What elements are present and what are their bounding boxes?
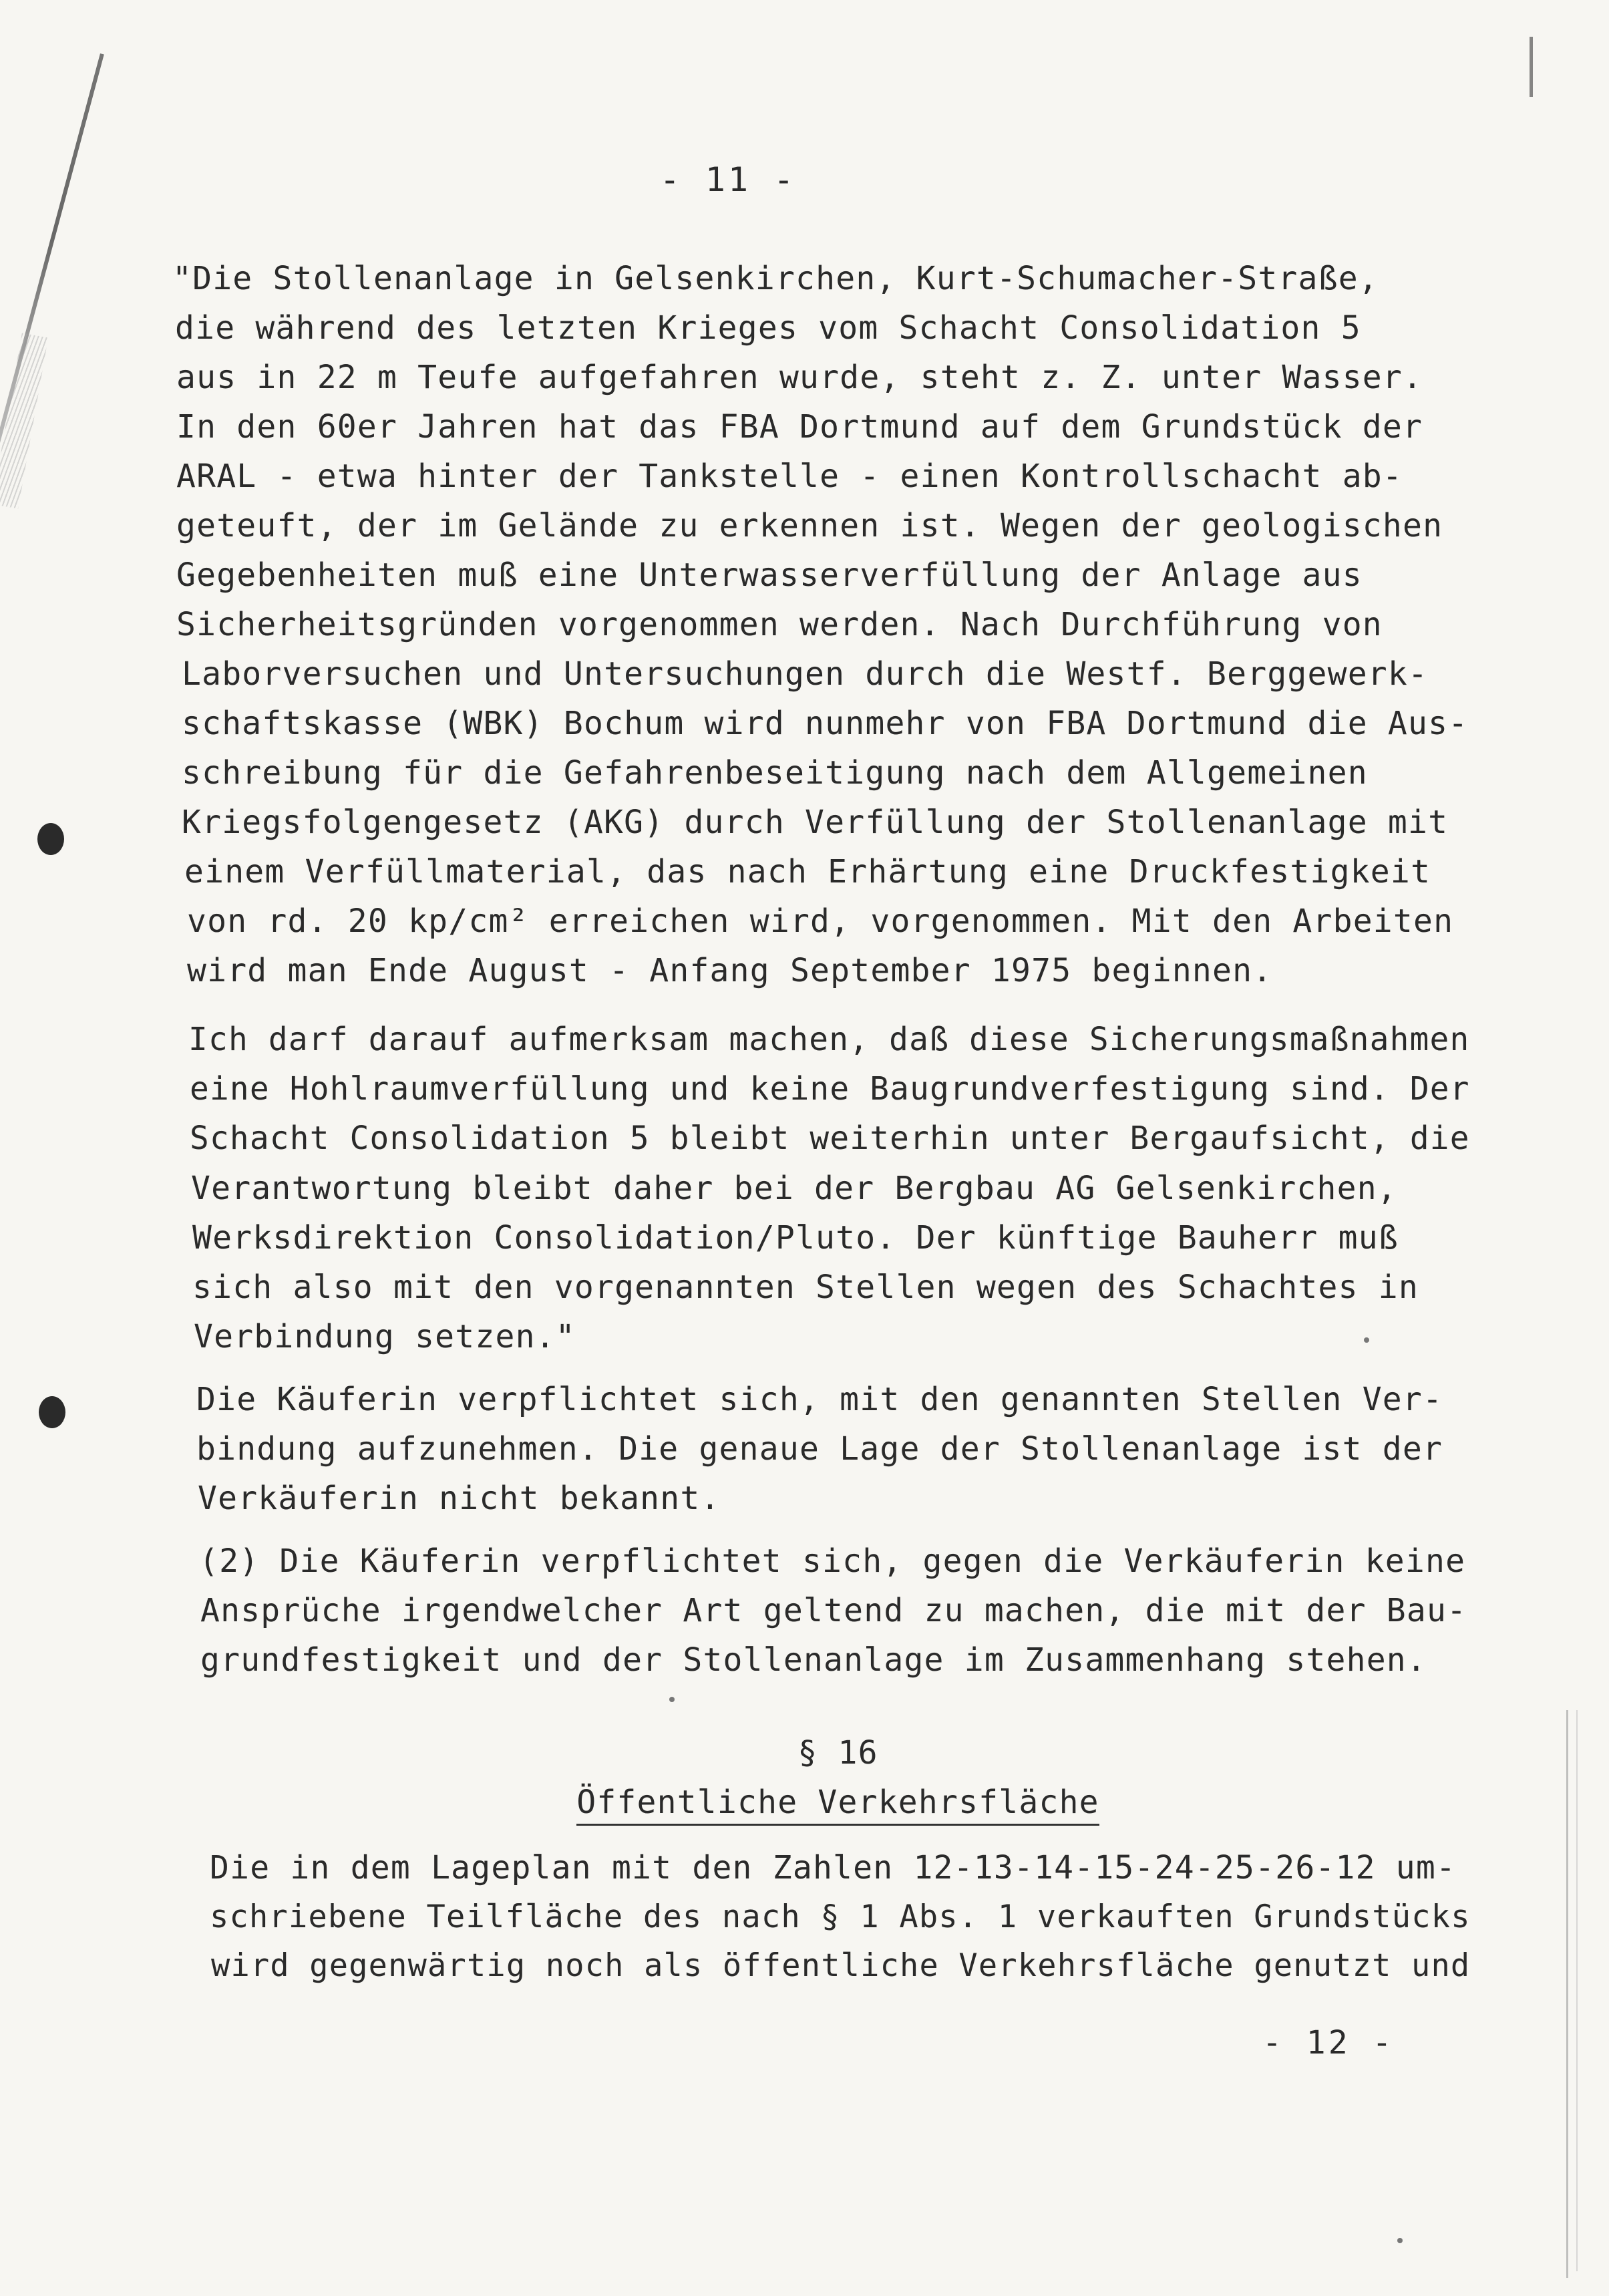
text-line: ARAL - etwa hinter der Tankstelle - einen Kontrollschacht ab-	[176, 458, 1403, 495]
text-line: Die in dem Lageplan mit den Zahlen 12-13-14-15-24-25-26-12 um-	[210, 1849, 1457, 1887]
punch-hole-bottom	[39, 1396, 65, 1428]
section-title	[33, 1784, 1609, 1821]
text-line: Schacht Consolidation 5 bleibt weiterhin unter Bergaufsicht, die	[190, 1120, 1470, 1157]
text-line: wird gegenwärtig noch als öffentliche Verkehrsfläche genutzt und	[211, 1947, 1471, 1984]
section-title-text: Öffentliche Verkehrsfläche	[576, 1784, 1099, 1826]
text-line: wird man Ende August - Anfang September 1975 beginnen.	[187, 952, 1273, 989]
text-line: eine Hohlraumverfüllung und keine Baugrundverfestigung sind. Der	[190, 1071, 1470, 1108]
section-number: § 16	[797, 1734, 878, 1772]
text-line: bindung aufzunehmen. Die genaue Lage der Stollenanlage ist der	[196, 1430, 1443, 1468]
text-line: Gegebenheiten muß eine Unterwasserverfüllung der Anlage aus	[176, 556, 1363, 594]
text-line: sich also mit den vorgenannten Stellen wegen des Schachtes in	[192, 1269, 1419, 1306]
text-line: Verbindung setzen."	[194, 1318, 576, 1355]
text-line: In den 60er Jahren hat das FBA Dortmund auf dem Grundstück der	[176, 408, 1423, 446]
punch-hole-top	[37, 823, 64, 855]
text-line: Verkäuferin nicht bekannt.	[198, 1480, 721, 1517]
scan-shadow	[0, 333, 48, 509]
text-line: grundfestigkeit und der Stollenanlage im Zusammenhang stehen.	[200, 1641, 1427, 1679]
text-line: Ich darf darauf aufmerksam machen, daß diese Sicherungsmaßnahmen	[188, 1021, 1470, 1058]
text-line: aus in 22 m Teufe aufgefahren wurde, steht z. Z. unter Wasser.	[176, 359, 1423, 396]
text-line: Kriegsfolgengesetz (AKG) durch Verfüllung der Stollenanlage mit	[182, 804, 1449, 841]
scan-speck	[669, 1697, 675, 1702]
text-line: die während des letzten Krieges vom Schacht Consolidation 5	[175, 309, 1361, 347]
scan-speck	[1397, 2238, 1403, 2243]
scan-speck	[1364, 1337, 1369, 1343]
text-line: geteuft, der im Gelände zu erkennen ist. Wegen der geologischen	[176, 507, 1443, 544]
text-line: Verantwortung bleibt daher bei der Bergbau AG Gelsenkirchen,	[191, 1170, 1397, 1207]
text-line: von rd. 20 kp/cm² erreichen wird, vorgenommen. Mit den Arbeiten	[187, 903, 1454, 940]
text-line: schriebene Teilfläche des nach § 1 Abs. 1 verkauften Grundstücks	[210, 1899, 1471, 1935]
text-line: "Die Stollenanlage in Gelsenkirchen, Kurt-Schumacher-Straße,	[172, 260, 1379, 297]
text-line: Laborversuchen und Untersuchungen durch die Westf. Berggewerk-	[182, 655, 1429, 693]
text-line: Die Käuferin verpflichtet sich, mit den genannten Stellen Ver-	[196, 1381, 1443, 1418]
text-line: Ansprüche irgendwelcher Art geltend zu machen, die mit der Bau-	[200, 1592, 1467, 1629]
continuation-marker: - 12 -	[1262, 2024, 1395, 2062]
text-line: schreibung für die Gefahrenbeseitigung nach dem Allgemeinen	[182, 754, 1368, 792]
scan-edge-mark	[1530, 37, 1533, 97]
text-line: einem Verfüllmaterial, das nach Erhärtung eine Druckfestigkeit	[184, 853, 1431, 890]
page-number: - 11 -	[659, 160, 797, 199]
text-line: Werksdirektion Consolidation/Pluto. Der künftige Bauherr muß	[192, 1219, 1399, 1257]
text-line: Sicherheitsgründen vorgenommen werden. Nach Durchführung von	[176, 606, 1383, 643]
text-line: (2) Die Käuferin verpflichtet sich, gegen die Verkäuferin keine	[199, 1542, 1466, 1580]
text-line: schaftskasse (WBK) Bochum wird nunmehr von FBA Dortmund die Aus-	[182, 705, 1469, 742]
